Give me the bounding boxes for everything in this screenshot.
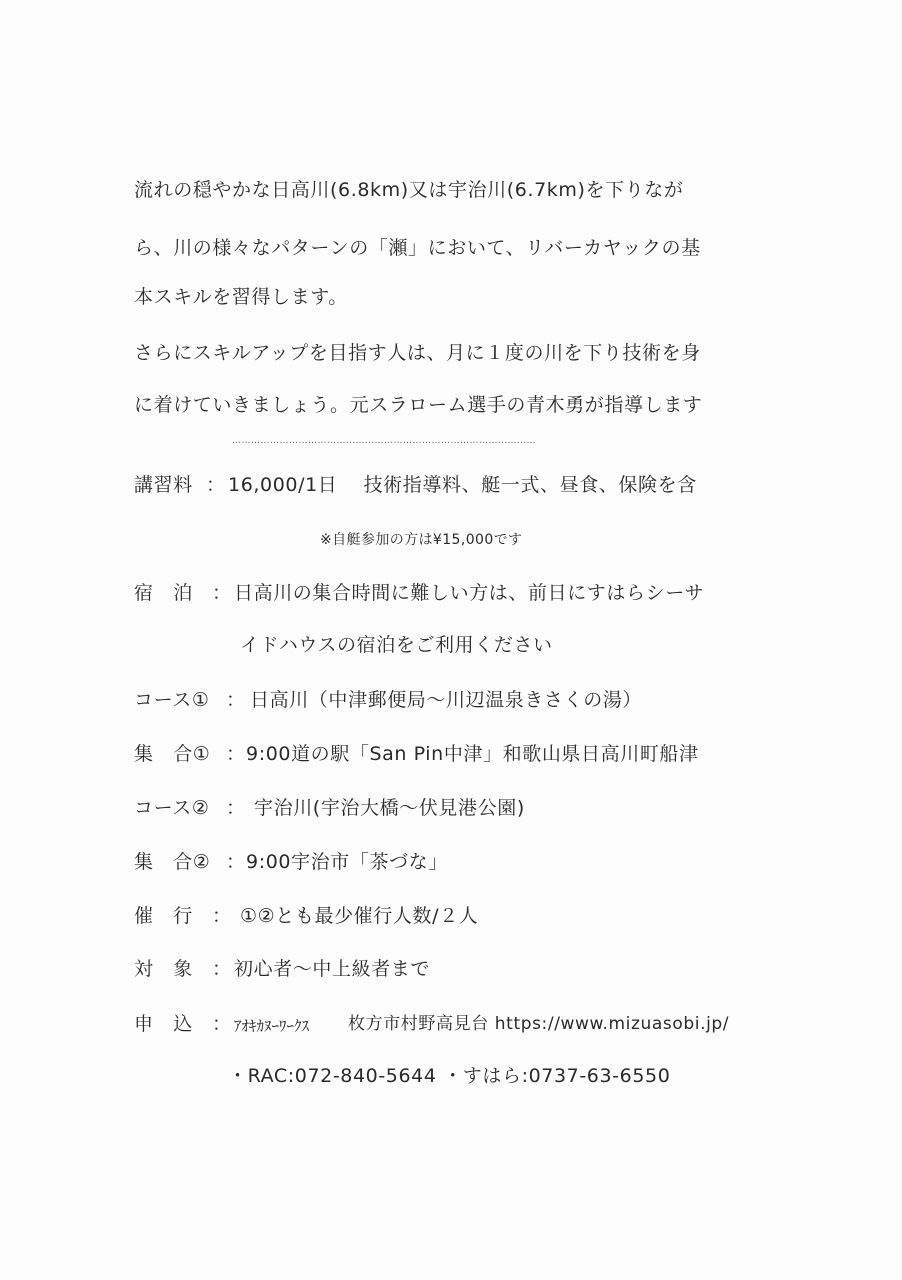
intro-line-3: 本スキルを習得します。 <box>134 286 348 308</box>
meet2-colon: ： <box>226 851 246 873</box>
apply-company: ｱｵｷｶﾇｰﾜｰｸｽ <box>234 1017 310 1035</box>
apply-label: 申 込 <box>134 1013 193 1035</box>
meet1-label: 集 合① <box>134 743 211 765</box>
intro-line-1: 流れの穏やかな日高川(6.8km)又は宇治川(6.7km)を下りなが <box>134 179 684 201</box>
fee-note: ※自艇参加の方は¥15,000です <box>320 532 523 548</box>
course2-colon: ： <box>226 797 246 819</box>
meet2-value: 9:00宇治市「茶づな」 <box>246 851 448 873</box>
lodging-value: 日高川の集合時間に難しい方は、前日にすはらシーサ <box>234 582 705 604</box>
apply-colon: ： <box>212 1013 232 1035</box>
target-colon: ： <box>212 958 232 980</box>
conduct-label: 催 行 <box>134 905 193 927</box>
meet2-label: 集 合② <box>134 851 211 873</box>
course2-value: 宇治川(宇治大橋～伏見港公園) <box>254 797 525 819</box>
meet1-value: 9:00道の駅「San Pin中津」和歌山県日高川町船津 <box>246 743 699 765</box>
intro-line-2: ら、川の様々なパターンの「瀬」において、リバーカヤックの基 <box>134 237 701 259</box>
fee-value: 16,000/1日 技術指導料、艇一式、昼食、保険を含 <box>228 474 697 496</box>
lodging-value-2: イドハウスの宿泊をご利用ください <box>240 634 553 656</box>
fee-colon: ： <box>206 474 226 496</box>
separator-dots: …………………………………………………………………………………… <box>232 436 536 446</box>
intro-line-5: に着けていきましょう。元スラローム選手の青木勇が指導します <box>134 394 703 416</box>
meet1-colon: ： <box>226 743 246 765</box>
conduct-colon: ： <box>212 905 232 927</box>
apply-value: 枚方市村野高見台 https://www.mizuasobi.jp/ <box>348 1014 730 1034</box>
target-label: 対 象 <box>134 958 193 980</box>
apply-contact: ・RAC:072-840-5644 ・すはら:0737-63-6550 <box>228 1065 671 1087</box>
course1-label: コース① <box>134 689 210 711</box>
lodging-label: 宿 泊 <box>134 582 193 604</box>
fee-label: 講習料 <box>134 474 193 496</box>
target-value: 初心者～中上級者まで <box>234 958 431 980</box>
conduct-value: ①②とも最少催行人数/２人 <box>240 905 479 927</box>
lodging-colon: ： <box>212 582 232 604</box>
course1-value: 日高川（中津郵便局～川辺温泉きさくの湯） <box>250 689 643 711</box>
intro-line-4: さらにスキルアップを目指す人は、月に１度の川を下り技術を身 <box>134 342 701 364</box>
course1-colon: ： <box>226 689 246 711</box>
course2-label: コース② <box>134 797 210 819</box>
